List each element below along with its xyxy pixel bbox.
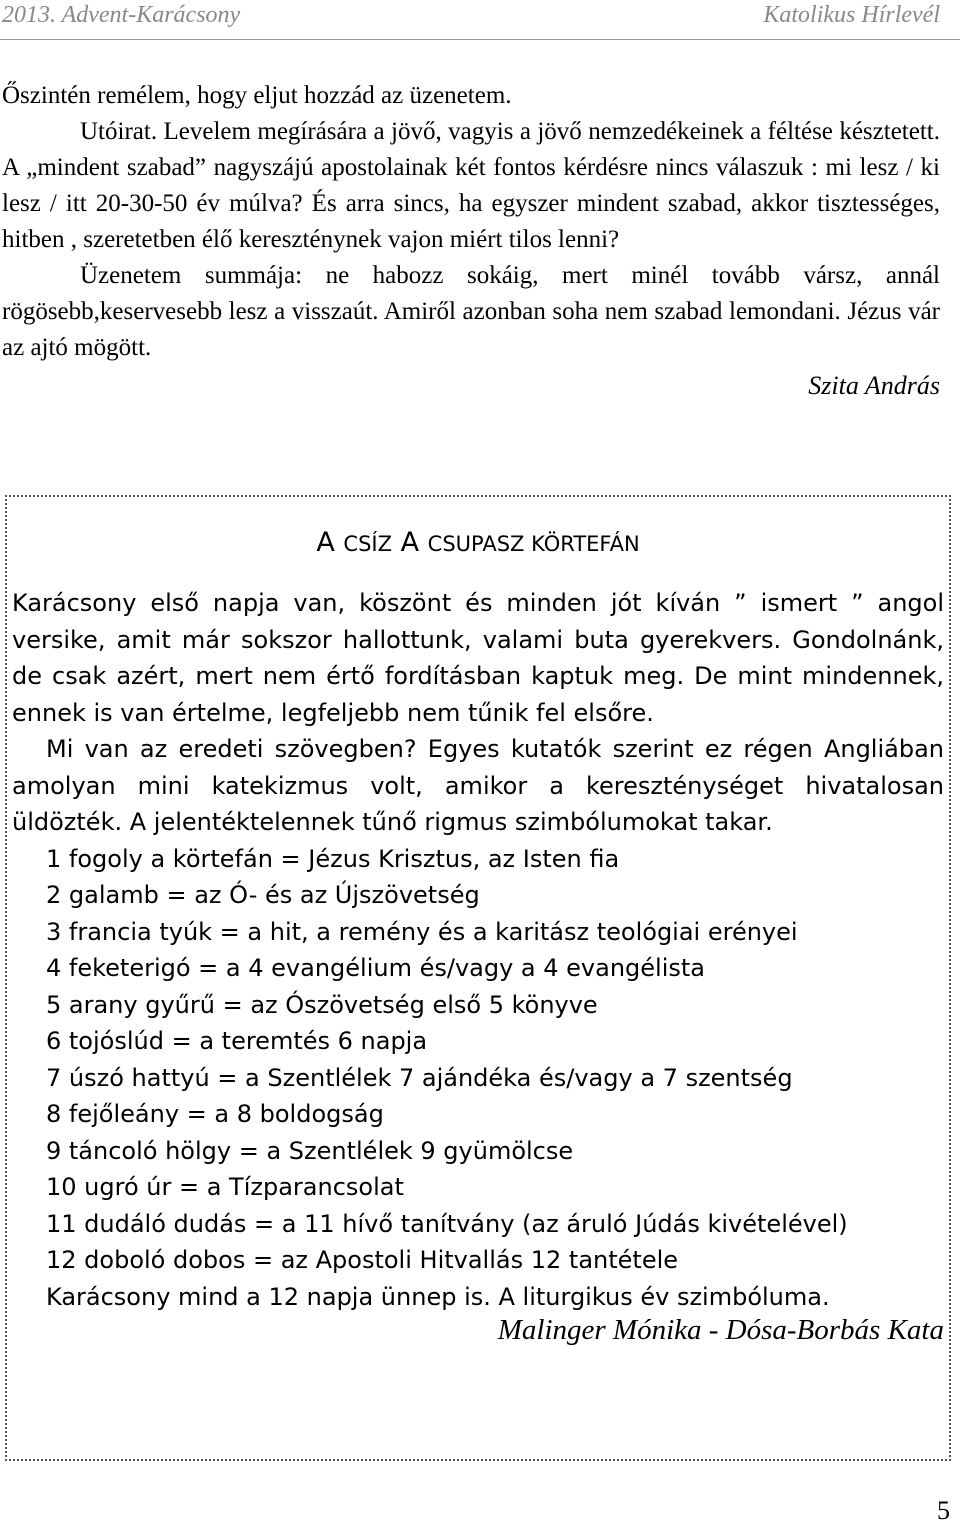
list-item: Karácsony mind a 12 napja ünnep is. A liturgikus év szimbóluma. [46, 1282, 830, 1311]
article-content [12, 525, 944, 1347]
list-item: 4 feketerigó = a 4 evangélium és/vagy a 4 evangélista [46, 954, 706, 982]
list-item: 6 tojóslúd = a teremtés 6 napja [46, 1027, 428, 1055]
list-item: 11 dudáló dudás = a 11 hívő tanítvány (az áruló Júdás kivételével) [46, 1209, 848, 1238]
article-signature: Malinger Mónika - Dósa-Borbás Kata [497, 1314, 944, 1346]
header-divider [0, 39, 960, 40]
title-initial-2: A [400, 527, 420, 558]
list-item: 5 arany gyűrű = az Ószövetség első 5 könyve [46, 990, 598, 1019]
title-part-2: CSUPASZ KÖRTEFÁN [427, 532, 640, 556]
article-intro-1: Karácsony első napja van, köszönt és minden jót kíván ” ismert ” angol versike, amit már sokszor hallottunk, valami buta gyerekvers. Gondolnánk, de csak azért, mert nem értő fordításban kaptuk meg. De mint mindennek, ennek is van értelme, legfeljebb nem tűnik fel elsőre. [12, 589, 944, 727]
header-right-text: Katolikus Hírlevél [763, 2, 940, 28]
list-item: 10 ugró úr = a Tízparancsolat [46, 1173, 404, 1201]
letter-section [2, 78, 940, 404]
title-part-1: CSÍZ [343, 532, 392, 556]
list-item: 1 fogoly a körtefán = Jézus Krisztus, az Isten fia [46, 844, 620, 873]
letter-signature: Szita András [808, 371, 940, 400]
list-item: 2 galamb = az Ó- és az Újszövetség [46, 881, 480, 909]
title-initial-1: A [316, 527, 335, 558]
article-box [5, 495, 951, 1461]
article-intro-2: Mi van az eredeti szövegben? Egyes kutatók szerint ez régen Angliában amolyan mini katekizmus volt, amikor a kereszténységet hivatalosan üldözték. A jelentéktelennek tűnő rigmus szimbólumokat takar. [12, 735, 944, 836]
letter-paragraph-3: Üzenetem summája: ne habozz sokáig, mert minél tovább vársz, annál rögösebb,keservesebb lesz a visszaút. Amiről azonban soha nem szabad lemondani. Jézus vár az ajtó mögött. [2, 262, 940, 361]
page-number: 5 [937, 1496, 950, 1525]
header-left-text: 2013. Advent-Karácsony [2, 2, 241, 28]
list-item: 7 úszó hattyú = a Szentlélek 7 ajándéka és/vagy a 7 szentség [46, 1063, 793, 1092]
article-title [12, 525, 944, 562]
letter-paragraph-2: Utóirat. Levelem megírására a jövő, vagyis a jövő nemzedékeinek a féltése késztetett. A „mindent szabad” nagyszájú apostolainak két fontos kérdésre nincs válaszuk : mi lesz / ki lesz / itt 20-30-50 év múlva? És arra sincs, ha egyszer mindent szabad, akkor tisztességes, hitben , szeretetben élő kereszténynek vajon miért tilos lenni? [2, 118, 940, 253]
list-item: 8 fejőleány = a 8 boldogság [46, 1100, 384, 1128]
list-item: 12 doboló dobos = az Apostoli Hitvallás 12 tantétele [46, 1246, 679, 1274]
symbol-list [12, 841, 944, 1316]
letter-paragraph-1: Őszintén remélem, hogy eljut hozzád az üzenetem. [2, 82, 512, 109]
list-item: 9 táncoló hölgy = a Szentlélek 9 gyümölcse [46, 1136, 574, 1165]
list-item: 3 francia tyúk = a hit, a remény és a karitász teológiai erényei [46, 917, 798, 946]
